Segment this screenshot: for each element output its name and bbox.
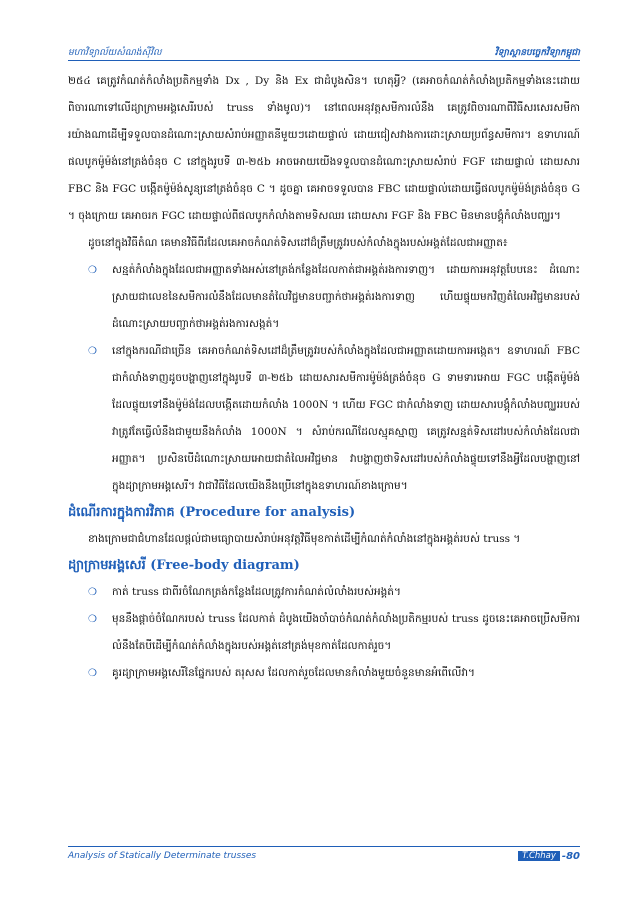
list-item-text: កាត់ truss ជាពីរចំណែកត្រង់កន្លែងដែលត្រូវការកំណត់លំលាំងរបស់អង្គត់។ [112,586,401,598]
list-item-text: សន្មត់កំលាំងក្នុងដែលជាអញ្ញាតទាំងអស់នៅត្រង់កន្លែងដែលកាត់ជាអង្គត់រងការទាញ។ ដោយការអនុវត្តបែបនេះ ដំណោះស្រាយជាលេខនៃសមីការលំនឹងដែលមានតំលៃវិជ្ជមានបញ្ជាក់ថាអង្គត់រងការទាញ ហើយផ្ទុយមកវិញតំលៃអវិជ្ជមានរបស់ដំណោះស្រាយបញ្ជាក់ថាអង្គត់រងការសង្កត់។ [112,264,580,330]
paragraph-2: ដូចនៅក្នុងវិធីតំណ គេមានវិធីពីរដែលគេអាចកំណត់ទិសដៅដ៏ត្រឹមត្រូវរបស់កំលាំងក្នុងរបស់អង្គត់ដែលជាអញ្ញាត៖ [88,237,508,249]
hollow-circle-bullet-icon: ❍ [88,265,97,276]
list-item-text: គូរដ្យាក្រាមអង្គសេរីនៃផ្នែករបស់ តរុសស ដែលកាត់រួចដែលមានកំលាំងមួយចំនួនមានអំពើលើវា។ [112,667,475,679]
footer-title: Analysis of Statically Determinate trusses [68,851,257,861]
list-item-text: មុននឹងផ្តាច់ចំណែករបស់ truss ដែលកាត់ ដំបូងយើងចាំបាច់កំណត់កំលាំងប្រតិកម្មរបស់ truss ដូចនេះគេអាចប្រើសមីការលំនឹងតែបីដើម្បីកំណត់កំលាំងក្នុងរបស់អង្គត់នៅត្រង់មុខកាត់ដែលកាត់រួច។ [112,613,580,652]
author-badge: T.Chhay [518,851,560,861]
hollow-circle-bullet-icon: ❍ [88,587,97,598]
list-item [68,257,580,338]
section-heading-procedure: ដំណើរការក្នុងការវិភាគ (Procedure for analysis) [68,505,356,520]
hollow-circle-bullet-icon: ❍ [88,346,97,357]
paragraph-1: ២៥៤ គេត្រូវកំណត់កំលាំងប្រតិកម្មទាំង Dx , Dy និង Ex ជាដំបូងសិន។ ហេតុអ្វី? (គេអាចកំណត់កំលាំងប្រតិកម្មទាំងនេះដោយពិចារណាទៅលើដ្យាក្រាមអង្គសេរីរបស់ truss ទាំងមូល)។ នៅពេលអនុវត្តសមីការលំនឹង គេត្រូវពិចារណាពីវិធីសរសេរសមីការយ៉ាងណាដើម្បីទទួលបានដំណោះស្រាយសំរាប់អញ្ញាតនីមួយៗដោយផ្ទាល់ ដោយជៀសវាងការដោះស្រាយប្រព័ន្ធសមីការ។ ឧទាហរណ៍ ផលបូកម៉ូម៉ង់នៅត្រង់ចំនុច C នៅក្នុងរូបទី ៣-២៥b អាចអោយយើងទទួលបានដំណោះស្រាយសំរាប់ FGF ដោយផ្ទាល់ ដោយសារ FBC និង FGC បង្កើតម៉ូម៉ង់សូន្យនៅត្រង់ចំនុច C ។ ដូចគ្នា គេអាចទទួលបាន FBC ដោយផ្ទាល់ដោយធ្វើផលបូកម៉ូម៉ង់ត្រង់ចំនុច G ។ ចុងក្រោយ គេអាចរក FGC ដោយផ្ទាល់ពីផលបូកកំលាំងតាមទិសឈរ ដោយសារ FGF និង FBC មិនមានបង្គុំកំលាំងបញ្ឈរ។ [68,75,580,222]
hollow-circle-bullet-icon: ❍ [88,614,97,625]
page-number: -80 [561,850,580,862]
list-item [68,579,580,606]
header-right: វិទ្យាស្ថានបច្ចេកវិទ្យាកម្ពុជា [494,48,580,58]
list-item [68,606,580,660]
page-content [68,68,580,687]
page-footer [68,846,580,865]
page-number-block [518,851,580,862]
header-left: មហាវិទ្យាល័យសំណង់ស៊ីវិល [68,48,162,58]
section-procedure-text: ខាងក្រោមជាជំហានដែលផ្តល់ជាមធ្យោបាយសំរាប់អនុវត្តវិធីមុខកាត់ដើម្បីកំណត់កំលាំងនៅក្នុងអង្គត់របស់ truss ។ [88,533,521,545]
hollow-circle-bullet-icon: ❍ [88,668,97,679]
list-item-text: នៅក្នុងករណីជាច្រើន គេអាចកំណត់ទិសដៅដ៏ត្រឹមត្រូវរបស់កំលាំងក្នុងដែលជាអញ្ញាតដោយការអង្កេត។ ឧទាហរណ៍ FBC ជាកំលាំងទាញដូចបង្ហាញនៅក្នុងរូបទី ៣-២៥b ដោយសារសមីការម៉ូម៉ង់ត្រង់ចំនុច G ទាមទារអោយ FGC បង្កើតម៉ូម៉ង់ដែលផ្ទុយទៅនឹងម៉ូម៉ង់ដែលបង្កើតដោយកំលាំង 1000N ។ ហើយ FGC ជាកំលាំងទាញ ដោយសារបង្គុំកំលាំងបញ្ឈររបស់វាត្រូវតែធ្វើលំនឹងជាមួយនឹងកំលាំង 1000N ។ សំរាប់ករណីដែលស្មុគស្មាញ គេត្រូវសន្មត់ទិសដៅរបស់កំលាំងដែលជាអញ្ញាត។ ប្រសិនបើដំណោះស្រាយអោយជាតំលៃអវិជ្ជមាន វាបង្ហាញថាទិសដៅរបស់កំលាំងផ្ទុយទៅនឹងអ្វីដែលបង្ហាញនៅក្នុងដ្យាក្រាមអង្គសេរី។ វាជាវិធីដែលយើងនឹងប្រើនៅក្នុងឧទាហរណ៍ខាងក្រោម។ [112,345,580,492]
page-header [68,42,580,61]
list-item [68,338,580,500]
list-item [68,660,580,687]
section-heading-free-body: ដ្យាក្រាមអង្គសេរី (Free-body diagram) [68,558,300,573]
